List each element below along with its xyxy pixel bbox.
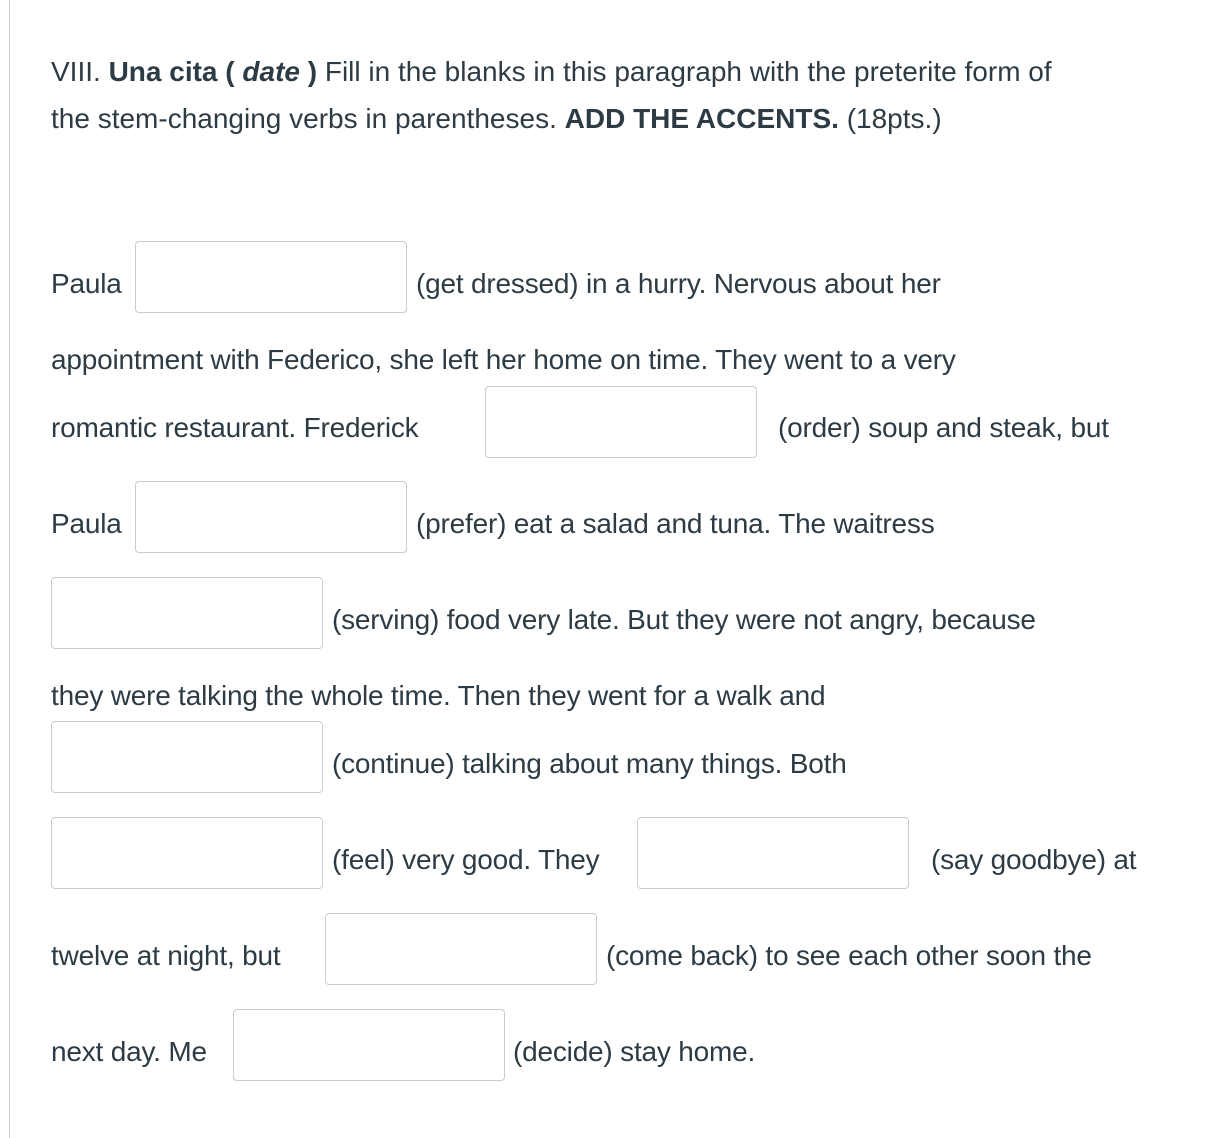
text-paula-1: Paula xyxy=(51,268,122,299)
text-serving: (serving) food very late. But they were not angry, because xyxy=(332,604,1036,635)
blank-input-2[interactable] xyxy=(485,386,757,458)
text-continue: (continue) talking about many things. Both xyxy=(332,748,847,779)
blank-input-9[interactable] xyxy=(233,1009,505,1081)
left-border-rule xyxy=(9,0,10,1138)
accents-warning: ADD THE ACCENTS. xyxy=(564,103,839,134)
text-feel: (feel) very good. They xyxy=(332,844,600,875)
text-talking-line: they were talking the whole time. Then they went for a walk and xyxy=(51,680,826,711)
points-label: (18pts.) xyxy=(838,103,942,134)
blank-input-1[interactable] xyxy=(135,241,407,313)
text-twelve-at-night: twelve at night, but xyxy=(51,940,281,971)
text-order: (order) soup and steak, but xyxy=(778,412,1109,443)
blank-input-6[interactable] xyxy=(51,817,323,889)
question-number: VIII. xyxy=(51,56,101,87)
blank-input-7[interactable] xyxy=(637,817,909,889)
blank-input-8[interactable] xyxy=(325,913,597,985)
question-header-line-1 xyxy=(51,56,1052,88)
text-romantic-restaurant: romantic restaurant. Frederick xyxy=(51,412,419,443)
blank-input-4[interactable] xyxy=(51,577,323,649)
blank-input-3[interactable] xyxy=(135,481,407,553)
text-appointment-line: appointment with Federico, she left her home on time. They went to a very xyxy=(51,344,956,375)
text-next-day: next day. Me xyxy=(51,1036,207,1067)
text-paula-2: Paula xyxy=(51,508,122,539)
question-instruction: Fill in the blanks in this paragraph with the preterite form of xyxy=(317,56,1052,87)
question-header-line-2: the stem-changing verbs in parentheses. ADD THE ACCENTS. (18pts.) xyxy=(51,103,942,134)
text-decide: (decide) stay home. xyxy=(513,1036,756,1067)
text-say-goodbye: (say goodbye) at xyxy=(931,844,1137,875)
blank-input-5[interactable] xyxy=(51,721,323,793)
text-come-back: (come back) to see each other soon the xyxy=(606,940,1092,971)
text-prefer: (prefer) eat a salad and tuna. The waitress xyxy=(416,508,935,539)
text-get-dressed: (get dressed) in a hurry. Nervous about her xyxy=(416,268,941,299)
question-title: Una cita ( date ) xyxy=(108,56,318,87)
